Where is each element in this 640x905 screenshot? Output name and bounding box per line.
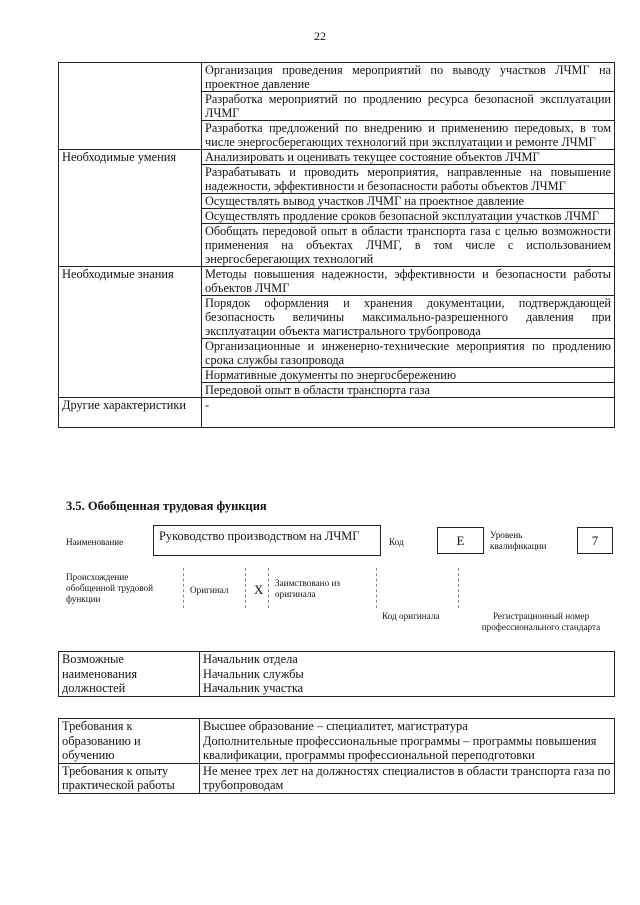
table-cell: Обобщать передовой опыт в области транспорта газа с целью возможности применения на объектах ЛЧМГ, в том числе с использованием энергосберегающих технологий bbox=[202, 224, 615, 267]
education-label: Требования к образованию и обучению bbox=[59, 719, 200, 764]
table-cell: Передовой опыт в области транспорта газа bbox=[202, 383, 615, 398]
table-row bbox=[59, 719, 615, 764]
table-cell: Анализировать и оценивать текущее состояние объектов ЛЧМГ bbox=[202, 150, 615, 165]
name-label: Наименование bbox=[66, 537, 124, 547]
list-item: Дополнительные профессиональные программы – программы повышения квалификации, программы профессиональной переподготовки bbox=[203, 733, 597, 762]
table-cell: Разрабатывать и проводить мероприятия, направленные на повышение надежности, эффективности и безопасности работы объектов ЛЧМГ bbox=[202, 165, 615, 194]
table-row bbox=[59, 763, 615, 793]
list-item: Высшее образование – специалитет, магистратура bbox=[203, 719, 468, 733]
page-number: 22 bbox=[314, 29, 326, 43]
row-label bbox=[59, 63, 202, 150]
competency-table bbox=[58, 62, 615, 428]
table-cell: Порядок оформления и хранения документации, подтверждающей безопасность величины максимально-разрешенного давления при эксплуатации объекта магистрального трубопровода bbox=[202, 296, 615, 339]
section-title: 3.5. Обобщенная трудовая функция bbox=[66, 499, 267, 513]
table-row bbox=[59, 150, 615, 165]
table-cell: Организация проведения мероприятий по выводу участков ЛЧМГ на проектное давление bbox=[202, 63, 615, 92]
code-value: E bbox=[456, 533, 465, 548]
reg-number-caption: Регистрационный номер профессионального стандарта bbox=[481, 611, 601, 632]
table-cell: Организационные и инженерно-технические мероприятия по продлению срока службы газопровода bbox=[202, 339, 615, 368]
table-row bbox=[59, 267, 615, 296]
table-cell: Разработка предложений по внедрению и применению передовых, в том числе энергосберегающих технологий при эксплуатации и ремонте ЛЧМГ bbox=[202, 121, 615, 150]
experience-label: Требования к опыту практической работы bbox=[59, 763, 200, 793]
level-value-box bbox=[577, 527, 613, 554]
experience-value: Не менее трех лет на должностях специалистов в области транспорта газа по трубопроводам bbox=[200, 763, 615, 793]
positions-list bbox=[200, 652, 615, 697]
table-row bbox=[59, 63, 615, 92]
list-item: Начальник участка bbox=[203, 681, 304, 695]
code-original-caption: Код оригинала bbox=[382, 611, 440, 621]
borrowed-label: Заимствовано из оригинала bbox=[275, 578, 341, 599]
table-cell: Осуществлять продление сроков безопасной эксплуатации участков ЛЧМГ bbox=[202, 209, 615, 224]
positions-table bbox=[58, 651, 615, 697]
row-label-skills: Необходимые умения bbox=[59, 150, 202, 267]
level-value: 7 bbox=[591, 533, 599, 548]
education-list bbox=[200, 719, 615, 764]
table-row bbox=[59, 652, 615, 697]
origin-label: Происхождение обобщенной трудовой функции bbox=[66, 572, 153, 604]
origin-mark: X bbox=[254, 582, 264, 597]
level-label: Уровень квалификации bbox=[490, 530, 547, 551]
table-cell: Нормативные документы по энергосбережению bbox=[202, 368, 615, 383]
table-row bbox=[59, 398, 615, 428]
table-cell: Осуществлять вывод участков ЛЧМГ на проектное давление bbox=[202, 194, 615, 209]
positions-label: Возможные наименования должностей bbox=[59, 652, 200, 697]
table-cell: Разработка мероприятий по продлению ресурса безопасной эксплуатации ЛЧМГ bbox=[202, 92, 615, 121]
requirements-table bbox=[58, 718, 615, 794]
list-item: Начальник службы bbox=[203, 666, 304, 681]
name-value-box bbox=[153, 525, 381, 556]
row-label-other: Другие характеристики bbox=[59, 398, 202, 428]
name-value: Руководство производством на ЛЧМГ bbox=[159, 529, 360, 543]
original-label: Оригинал bbox=[190, 585, 229, 595]
list-item: Начальник отдела bbox=[203, 652, 298, 666]
code-label: Код bbox=[389, 537, 404, 547]
row-label-knowledge: Необходимые знания bbox=[59, 267, 202, 398]
table-cell: - bbox=[202, 398, 615, 428]
code-value-box bbox=[437, 527, 484, 554]
table-cell: Методы повышения надежности, эффективности и безопасности работы объектов ЛЧМГ bbox=[202, 267, 615, 296]
